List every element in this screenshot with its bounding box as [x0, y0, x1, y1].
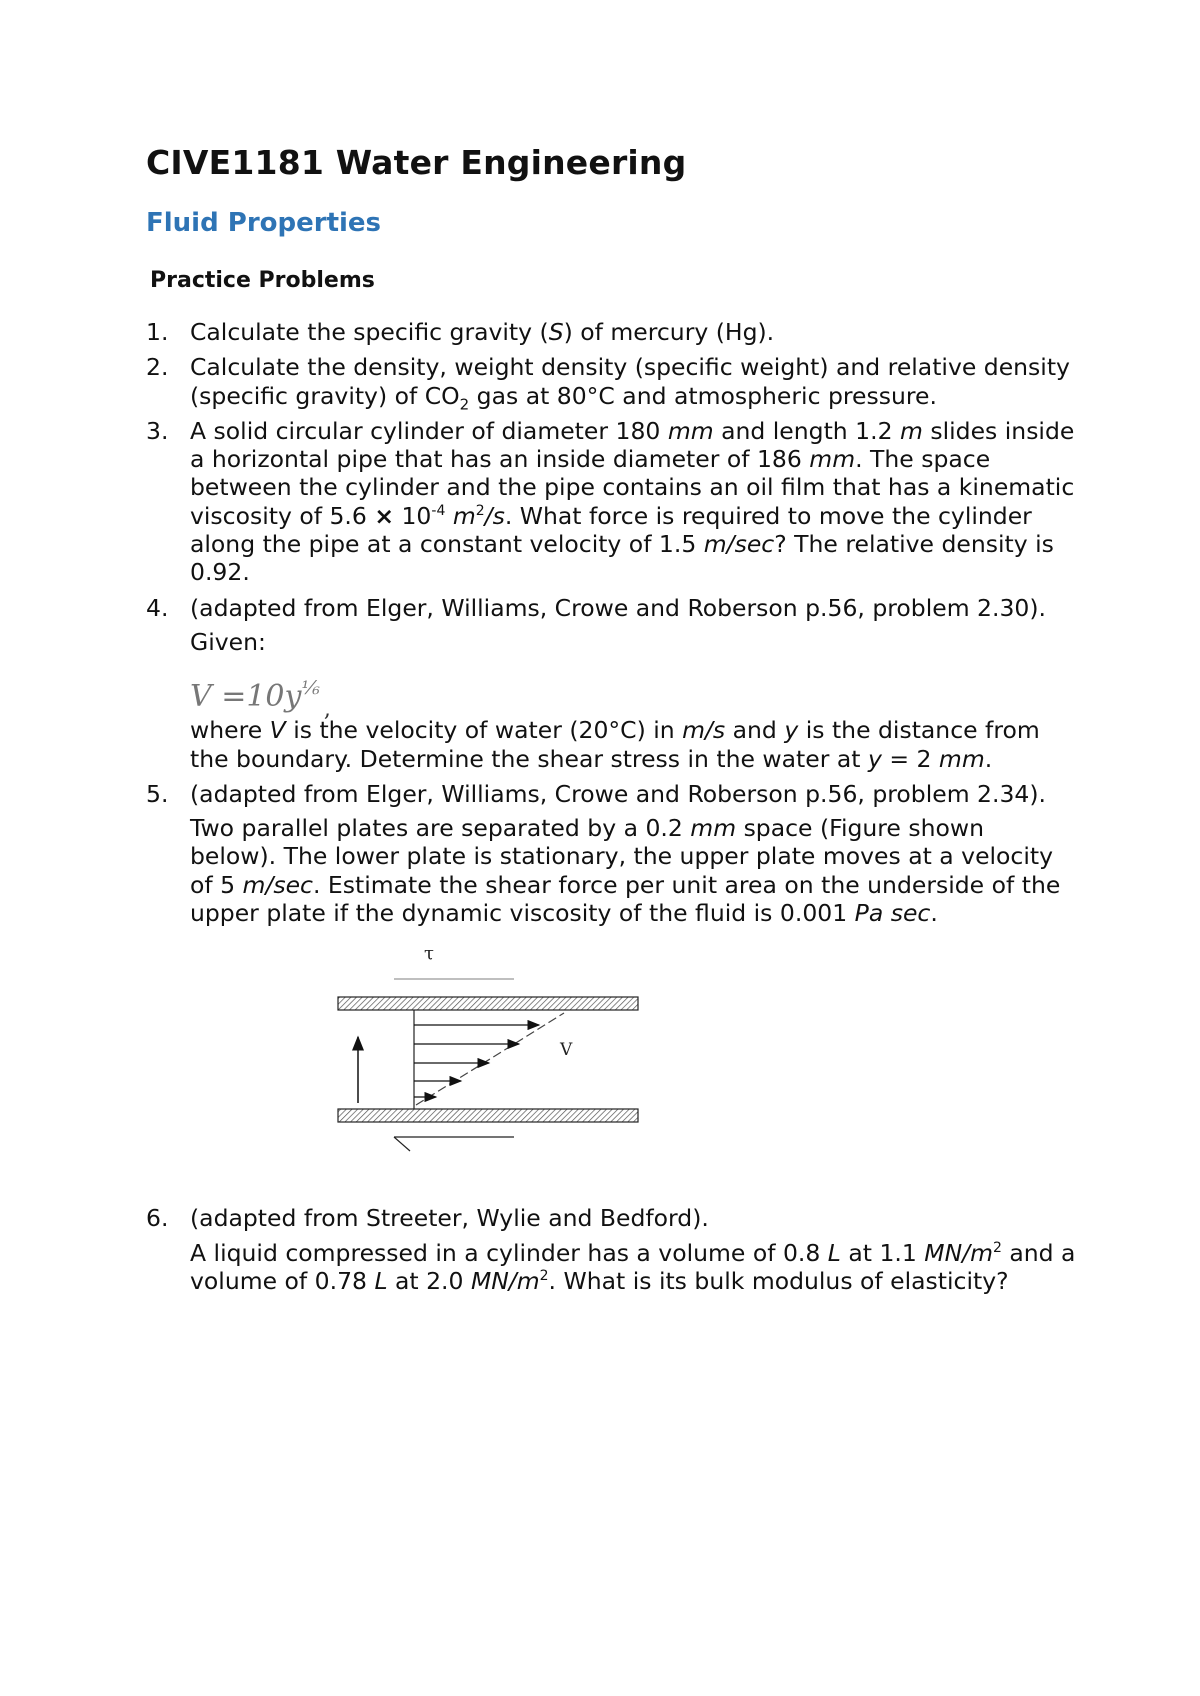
text-run: 10: [394, 501, 432, 530]
problem-list: [146, 318, 1076, 1302]
exponent: -4: [431, 502, 446, 519]
problem-text: [190, 1239, 1076, 1296]
text-run: is the velocity of water (20°C) in: [285, 716, 683, 745]
exponent: 2: [992, 1239, 1002, 1256]
problem-2: [146, 353, 1076, 414]
text-run: Two parallel plates are separated by a 0.2: [190, 814, 691, 843]
symbol-y: y: [784, 716, 799, 745]
unit: m/sec: [242, 870, 313, 899]
problem-source: (adapted from Streeter, Wylie and Bedford).: [190, 1204, 709, 1233]
exponent: 2: [475, 502, 485, 519]
problem-text: [190, 716, 1076, 773]
unit: m: [900, 416, 923, 445]
text-run: slides inside a horizontal pipe that has an inside diameter of 186: [190, 416, 1075, 474]
text-run: gas at 80°C and atmospheric pressure.: [469, 381, 937, 410]
unit: L: [374, 1266, 388, 1295]
problem-3: [146, 417, 1076, 587]
document-title: CIVE1181 Water Engineering: [146, 143, 687, 182]
text-run: . Estimate the shear force per unit area on the underside of the upper plate if the dynamic viscosity of the fluid is 0.001: [190, 870, 1061, 928]
text-run: and a volume of 0.78: [190, 1238, 1076, 1295]
text-run: Calculate the specific gravity (: [190, 318, 549, 346]
problem-number: 1.: [146, 318, 169, 346]
unit: mm: [809, 445, 856, 474]
lower-plate: [338, 1109, 638, 1122]
formula-exponent: ⅙: [301, 677, 320, 700]
unit: MN/m: [924, 1238, 993, 1267]
text-run: space (Figure shown below). The lower plate is stationary, the upper plate moves at a velocity of 5: [190, 814, 1054, 899]
problem-number: 4.: [146, 593, 169, 622]
text-run: at 1.1: [840, 1238, 925, 1267]
text-run: . The space between the cylinder and the pipe contains an oil film that has a kinematic viscosity of 5.6: [190, 445, 1075, 530]
times-sign: ×: [374, 501, 395, 530]
unit: m/s: [682, 716, 726, 745]
problem-text: [190, 353, 1076, 414]
text-run: .: [984, 744, 993, 773]
unit: L: [827, 1238, 841, 1267]
problem-number: 5.: [146, 779, 169, 808]
upper-plate: [338, 997, 638, 1010]
text-run: and length 1.2: [713, 416, 900, 445]
text-run: .: [930, 899, 938, 928]
problem-5: [146, 780, 1076, 1197]
given-label: Given:: [190, 627, 266, 656]
text-run: is the distance from the boundary. Determine the shear stress in the water at: [190, 716, 1040, 773]
text-run: at 2.0: [387, 1266, 471, 1295]
unit: /s: [484, 501, 505, 530]
text-run: = 2: [881, 744, 939, 773]
problem-number: 3.: [146, 416, 169, 445]
unit: mm: [690, 814, 737, 843]
problem-6: [146, 1204, 1076, 1295]
velocity-formula: [190, 660, 1076, 723]
unit: mm: [938, 744, 985, 773]
problem-source: (adapted from Elger, Williams, Crowe and Roberson p.56, problem 2.30).: [190, 593, 1047, 622]
problem-text: [190, 318, 1076, 346]
unit: mm: [667, 416, 714, 445]
text-run: . What force is required to move the cylinder along the pipe at a constant velocity of 1.5: [190, 501, 1032, 559]
problem-1: [146, 318, 1076, 346]
velocity-label: V: [560, 1040, 573, 1061]
formula-comma: ,: [323, 697, 331, 723]
velocity-profile-line: [416, 1013, 564, 1105]
unit: Pa sec: [854, 899, 931, 928]
text-run: A liquid compressed in a cylinder has a volume of 0.8: [190, 1238, 828, 1267]
parallel-plates-figure: [190, 927, 1076, 1197]
subscript: 2: [459, 395, 470, 414]
symbol-s: S: [548, 318, 564, 346]
text-run: Calculate the density, weight density (specific weight) and relative density (specific gravity) of CO: [190, 353, 1070, 410]
text-run: . What is its bulk modulus of elasticity?: [548, 1266, 1009, 1295]
exponent: 2: [539, 1268, 549, 1285]
text-run: where: [190, 716, 270, 745]
problem-4: [146, 594, 1076, 773]
text-run: and: [725, 716, 785, 745]
problem-text: [190, 417, 1076, 587]
problem-source: (adapted from Elger, Williams, Crowe and Roberson p.56, problem 2.34).: [190, 779, 1047, 808]
section-heading: Practice Problems: [150, 268, 375, 293]
problem-number: 2.: [146, 353, 169, 382]
text-run: ) of mercury (Hg).: [563, 318, 775, 346]
unit: m/sec: [703, 530, 775, 559]
symbol-y: y: [867, 744, 882, 773]
text-run: ? The relative density is 0.92.: [190, 530, 1054, 587]
symbol-v: V: [269, 716, 286, 745]
problem-number: 6.: [146, 1204, 169, 1233]
problem-text: [190, 814, 1076, 927]
unit: MN/m: [470, 1266, 540, 1295]
document-subtitle: Fluid Properties: [146, 208, 382, 238]
lower-shear-tick: [394, 1137, 410, 1151]
tau-label: τ: [424, 943, 434, 965]
text-run: A solid circular cylinder of diameter 180: [190, 416, 668, 445]
unit: m: [445, 501, 476, 530]
formula-base: V =10y: [190, 679, 302, 715]
parallel-plates-diagram: [324, 933, 644, 1193]
